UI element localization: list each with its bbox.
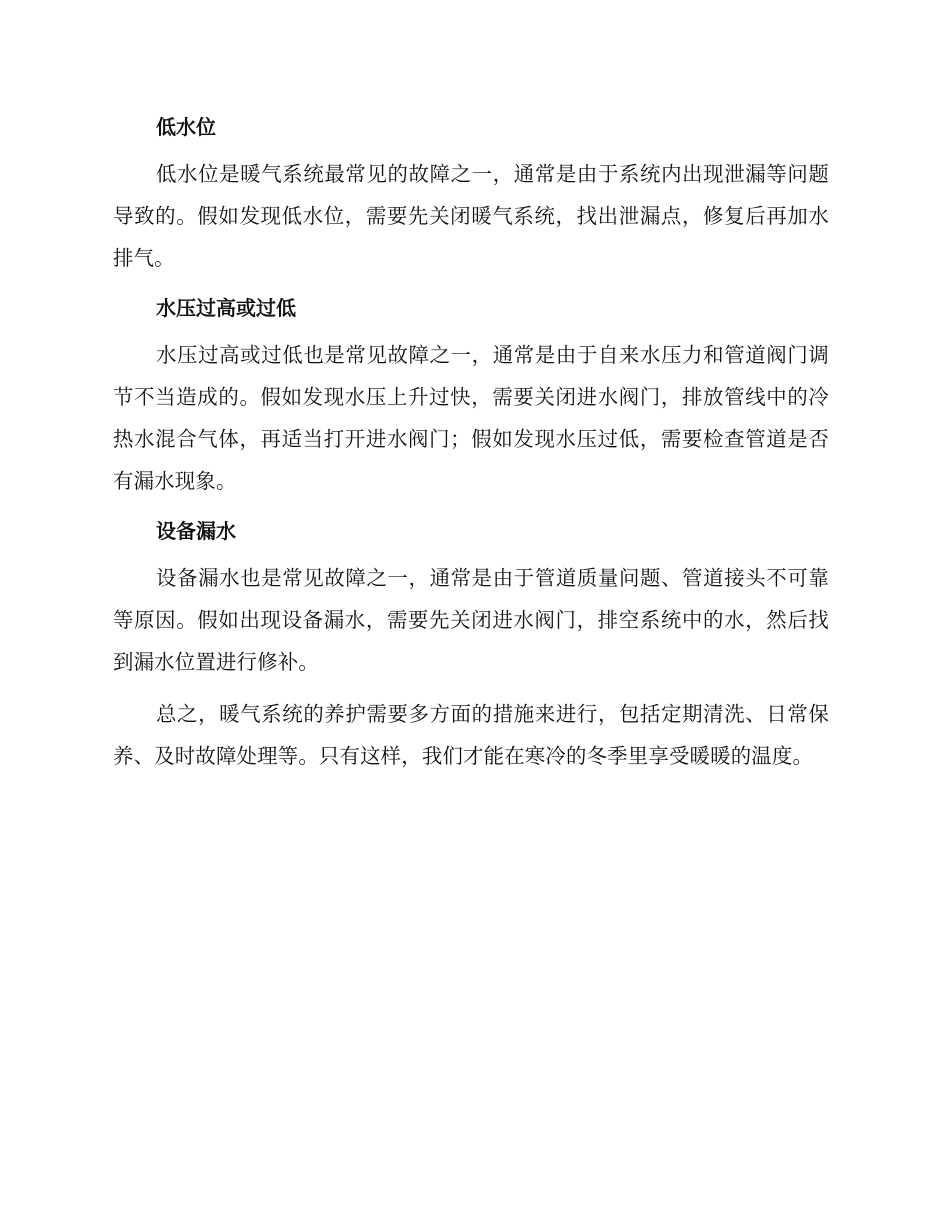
section-heading-equipment-leak: 设备漏水 bbox=[156, 519, 236, 543]
section-heading-low-water: 低水位 bbox=[156, 115, 216, 139]
section-paragraph-low-water: 低水位是暖气系统最常见的故障之一，通常是由于系统内出现泄漏等问题导致的。假如发现低水位，需要先关闭暖气系统，找出泄漏点，修复后再加水排气。 bbox=[113, 162, 829, 270]
section-paragraph-equipment-leak: 设备漏水也是常见故障之一，通常是由于管道质量问题、管道接头不可靠等原因。假如出现设备漏水，需要先关闭进水阀门，排空系统中的水，然后找到漏水位置进行修补。 bbox=[113, 566, 829, 674]
document-body bbox=[113, 108, 829, 787]
conclusion-paragraph: 总之，暖气系统的养护需要多方面的措施来进行，包括定期清洗、日常保养、及时故障处理等。只有这样，我们才能在寒冷的冬季里享受暖暖的温度。 bbox=[113, 702, 829, 768]
section-paragraph-water-pressure: 水压过高或过低也是常见故障之一，通常是由于自来水压力和管道阀门调节不当造成的。假如发现水压上升过快，需要关闭进水阀门，排放管线中的冷热水混合气体，再适当打开进水阀门；假如发现水压过低，需要检查管道是否有漏水现象。 bbox=[113, 343, 829, 493]
section-heading-water-pressure: 水压过高或过低 bbox=[156, 296, 296, 320]
